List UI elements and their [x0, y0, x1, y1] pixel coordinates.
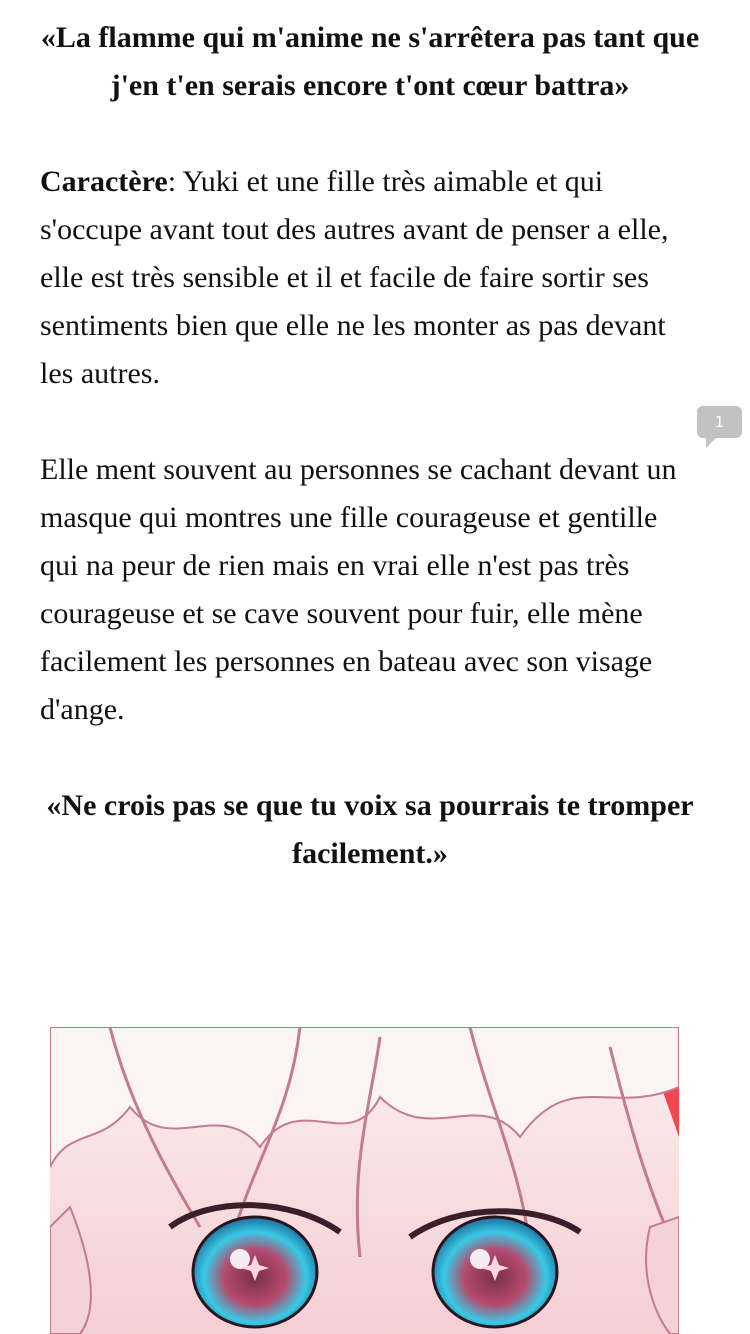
character-paragraph	[40, 158, 700, 398]
paragraph-spacer	[40, 110, 700, 158]
top-quote: «La flamme qui m'anime ne s'arrêtera pas tant que j'en t'en serais encore t'ont cœur battra»	[40, 21, 700, 102]
bottom-quote: «Ne crois pas se que tu voix sa pourrais te tromper facilement.»	[46, 789, 694, 870]
anime-character-artwork	[50, 1027, 679, 1334]
paragraph-spacer	[40, 398, 700, 446]
second-paragraph: Elle ment souvent au personnes se cachant devant un masque qui montres une fille courageuse et gentille qui na peur de rien mais en vrai elle n'est pas très courageuse et se cave souvent pour fuir, elle mène facilement les personnes en bateau avec son visage d'ange.	[40, 453, 677, 726]
paragraph-comment-badge[interactable]	[697, 406, 742, 448]
article-body	[40, 14, 700, 878]
anime-eyes-illustration	[50, 1027, 679, 1334]
comment-bubble-tail	[706, 436, 718, 448]
paragraph-spacer	[40, 734, 700, 782]
comment-count[interactable]: 1	[697, 406, 742, 438]
character-text: : Yuki et une fille très aimable et qui s'occupe avant tout des autres avant de penser a elle, elle est très sensible et il et facile de faire sortir ses sentiments bien que elle ne les monter as pas devant les autres.	[40, 165, 669, 390]
character-label: Caractère	[40, 165, 168, 198]
